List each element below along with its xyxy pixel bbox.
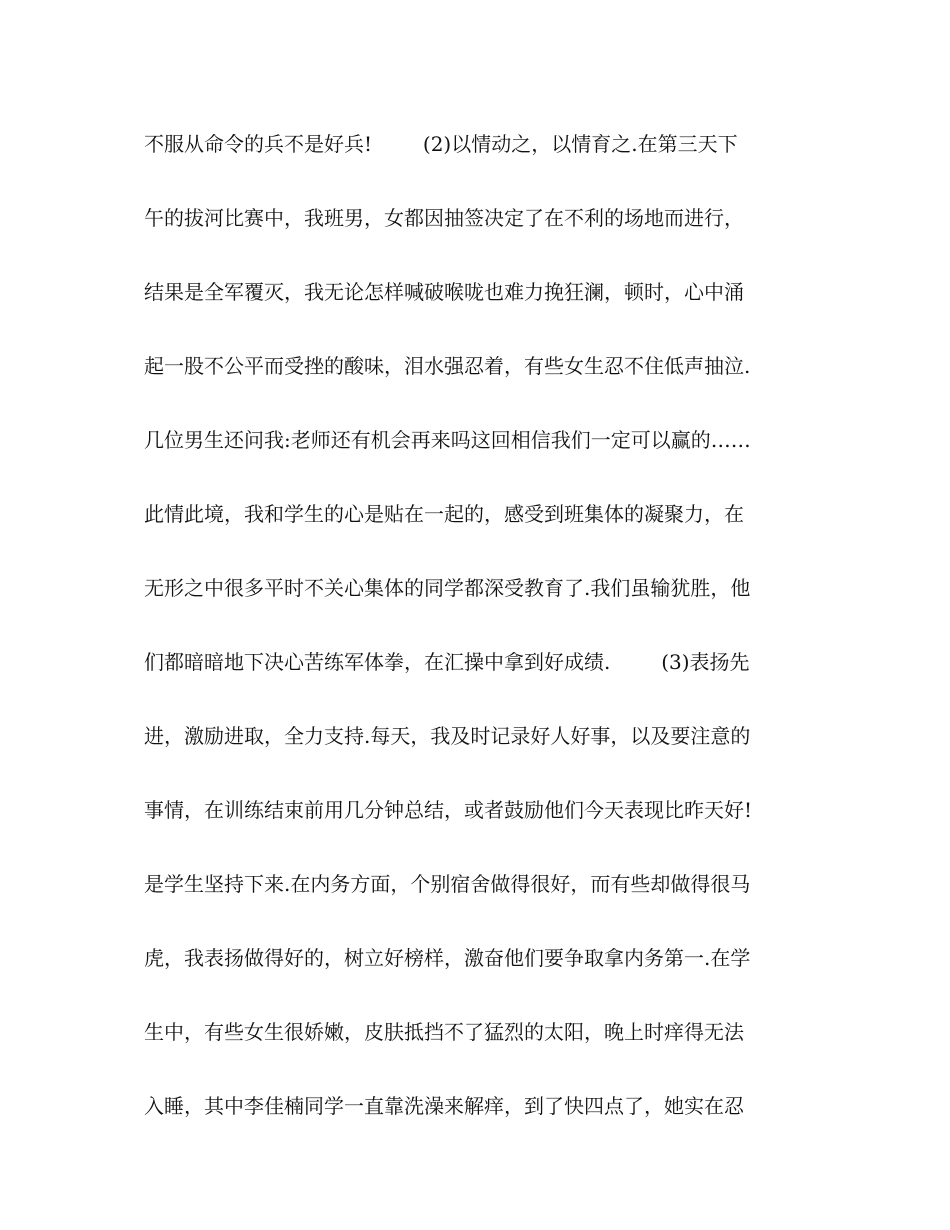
text-line-2: 午的拔河比赛中，我班男，女都因抽签决定了在不利的场地而进行， [144,206,744,230]
text-line-1: 不服从命令的兵不是好兵! (2)以情动之，以情育之.在第三天下 [144,132,738,156]
text-line-10: 事情，在训练结束前用几分钟总结，或者鼓励他们今天表现比昨天好! [144,798,753,822]
text-line-13: 生中，有些女生很娇嫩，皮肤抵挡不了猛烈的太阳，晚上时痒得无法 [144,1020,744,1044]
text-line-5: 几位男生还问我:老师还有机会再来吗这回相信我们一定可以赢的…… [144,428,751,452]
text-line-7: 无形之中很多平时不关心集体的同学都深受教育了.我们虽输犹胜，他 [144,576,751,600]
text-line-11: 是学生坚持下来.在内务方面，个别宿舍做得很好，而有些却做得很马 [144,872,751,896]
text-line-9: 进，激励进取，全力支持.每天，我及时记录好人好事，以及要注意的 [144,724,751,748]
text-line-12: 虎，我表扬做得好的，树立好榜样，激奋他们要争取拿内务第一.在学 [144,946,751,970]
text-line-4: 起一股不公平而受挫的酸味，泪水强忍着，有些女生忍不住低声抽泣. [144,354,751,378]
text-line-3: 结果是全军覆灭，我无论怎样喊破喉咙也难力挽狂澜，顿时，心中涌 [144,280,744,304]
text-line-6: 此情此境，我和学生的心是贴在一起的，感受到班集体的凝聚力，在 [144,502,744,526]
text-line-8: 们都暗暗地下决心苦练军体拳，在汇操中拿到好成绩. (3)表扬先 [144,650,750,674]
text-line-14: 入睡，其中李佳楠同学一直靠洗澡来解痒，到了快四点了，她实在忍 [144,1094,744,1118]
